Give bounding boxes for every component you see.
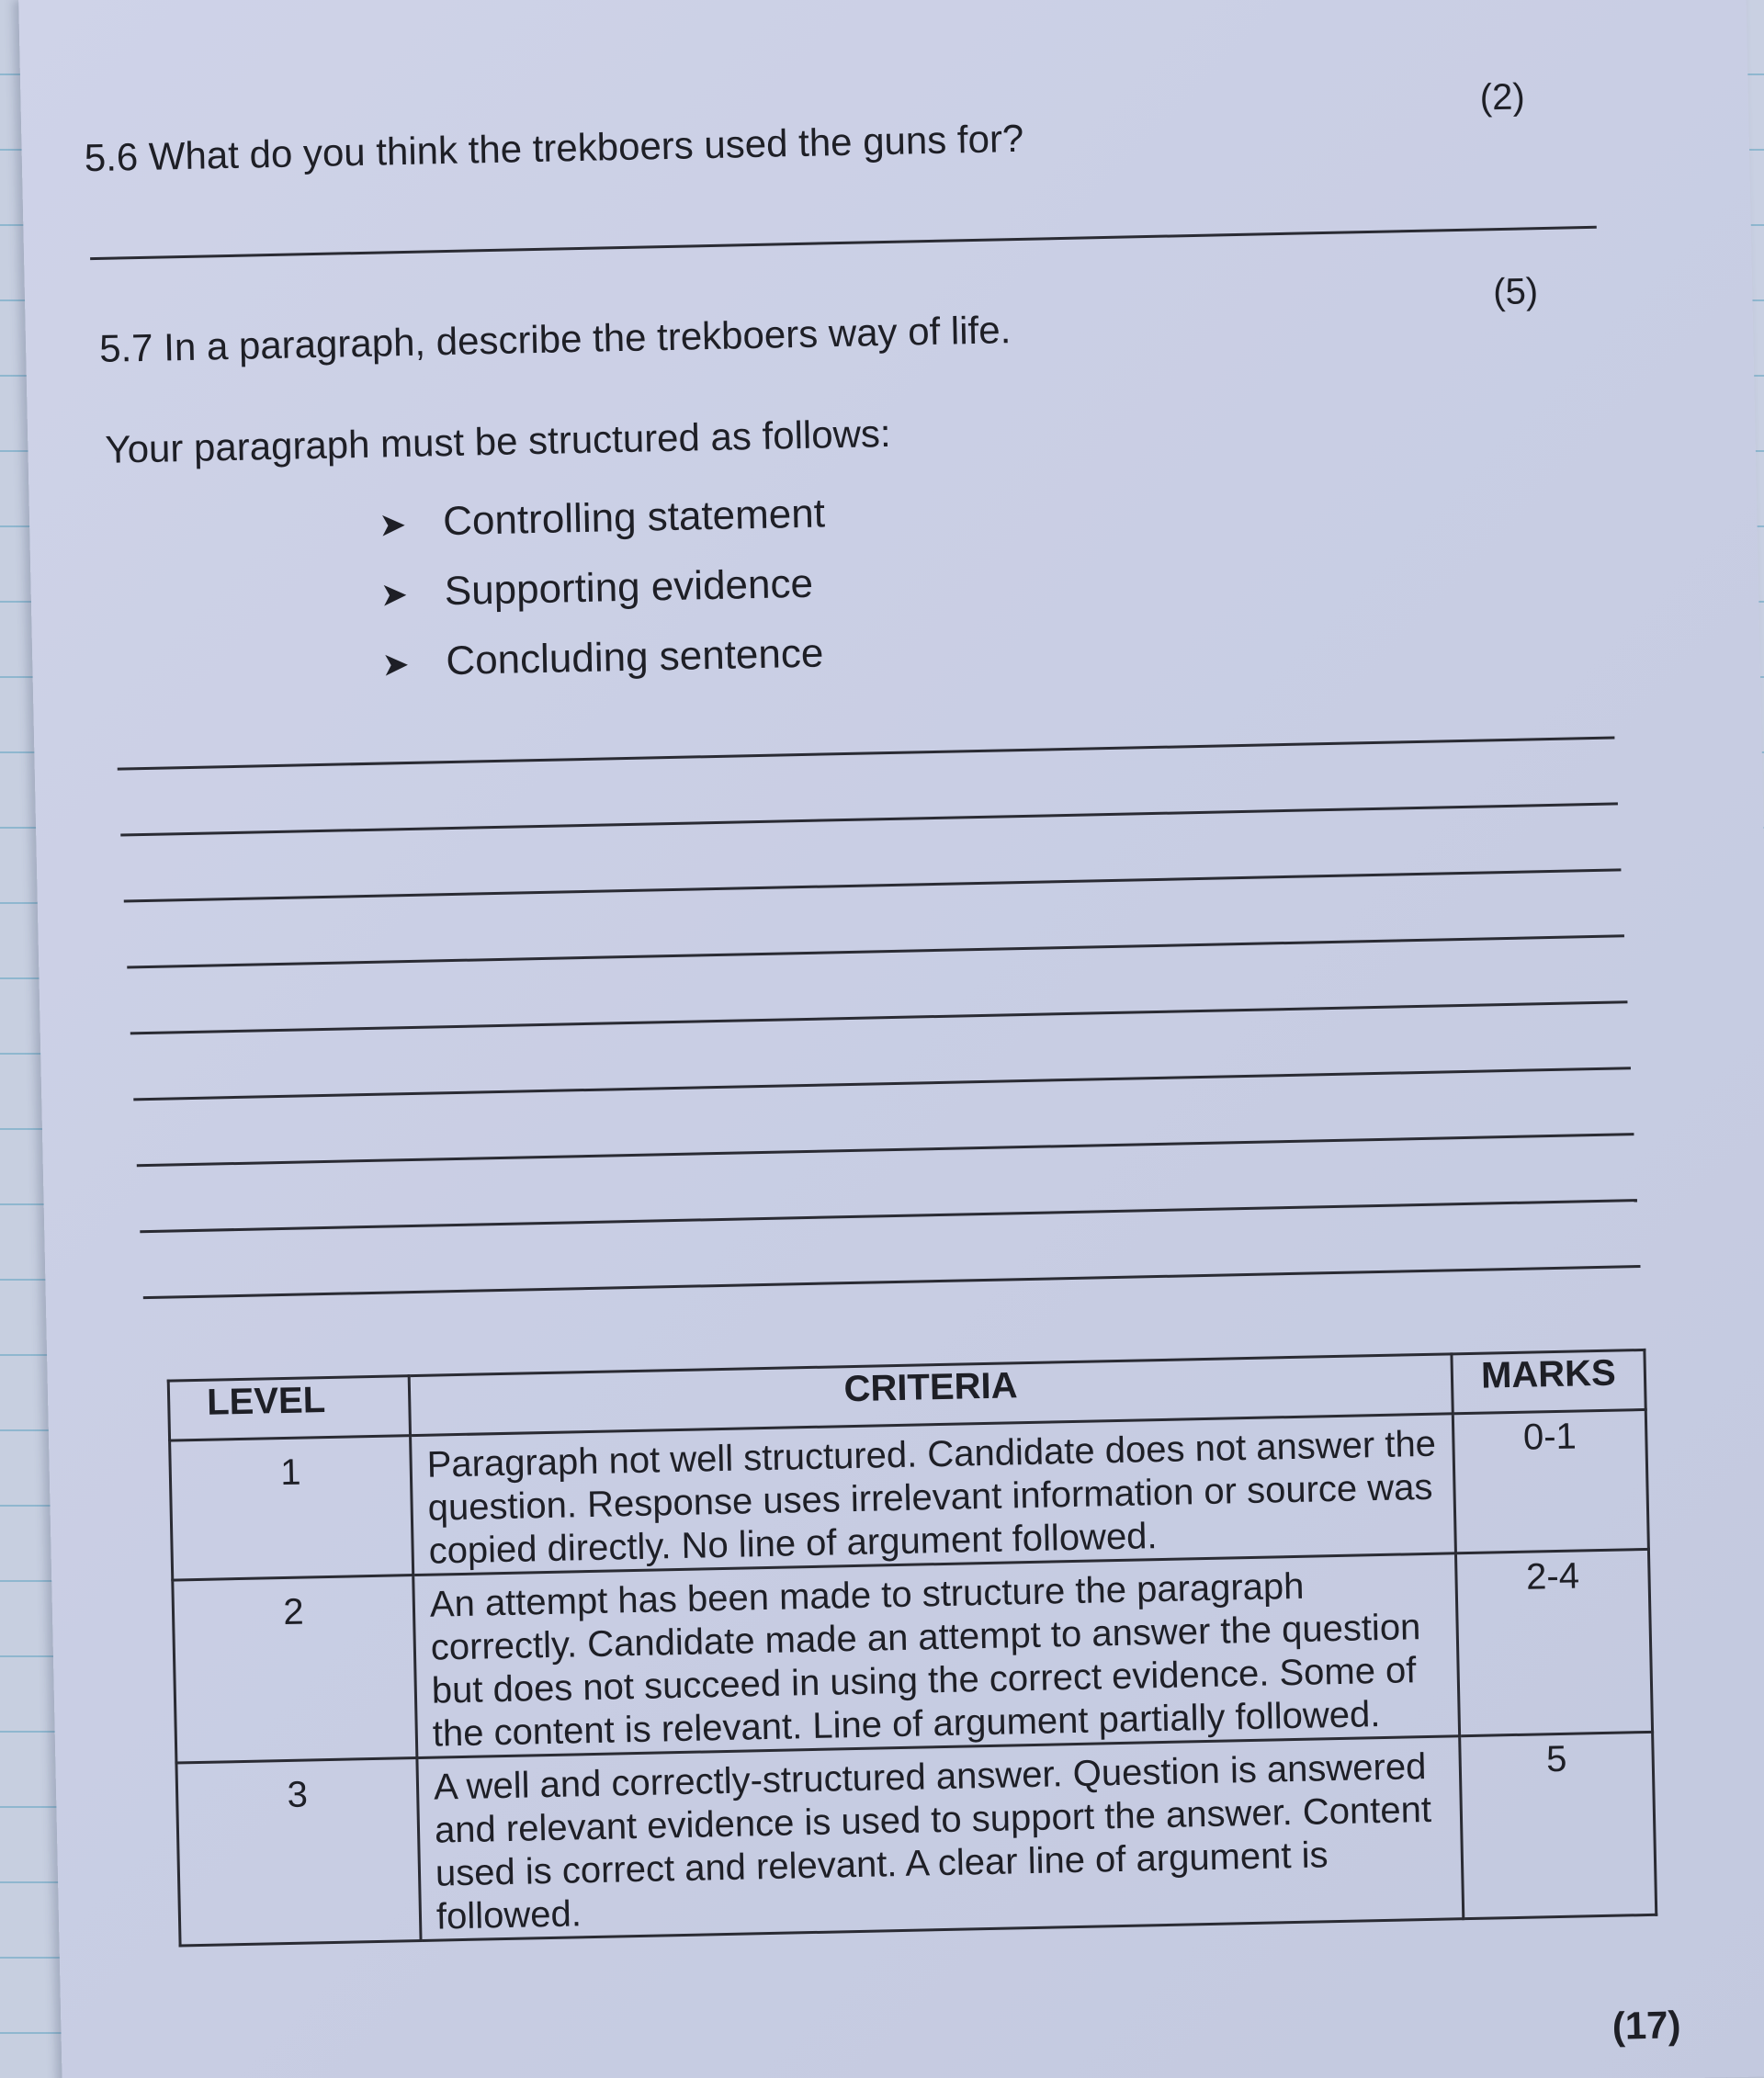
total-marks: (17) xyxy=(1611,2003,1681,2048)
question-5-6: 5.6 What do you think the trekboers used the guns for? xyxy=(84,116,1024,180)
bullet-label: Controlling statement xyxy=(442,491,826,545)
answer-line xyxy=(137,1133,1634,1167)
answer-line xyxy=(143,1265,1641,1299)
structure-intro: Your paragraph must be structured as follows: xyxy=(104,411,892,471)
bullet-item xyxy=(381,618,829,697)
question-5-6-marks: (2) xyxy=(1479,76,1526,119)
level-cell: 2 xyxy=(173,1575,417,1763)
answer-line-5-6 xyxy=(90,226,1597,260)
arrow-bullet-icon: ➤ xyxy=(379,575,409,614)
bullet-label: Concluding sentence xyxy=(445,630,824,684)
criteria-cell: A well and correctly-structured answer. Question is answered and relevant evidence is used to support the answer. Content used is correct and relevant. A clear line of argument is followed. xyxy=(417,1736,1464,1941)
question-5-7: 5.7 In a paragraph, describe the trekboers way of life. xyxy=(98,308,1012,370)
marks-cell: 5 xyxy=(1460,1732,1657,1918)
level-cell: 3 xyxy=(176,1758,421,1946)
bullet-item xyxy=(379,548,827,627)
header-marks: MARKS xyxy=(1452,1350,1645,1413)
marks-cell: 2-4 xyxy=(1455,1549,1652,1735)
rubric-row xyxy=(176,1732,1657,1946)
header-level: LEVEL xyxy=(168,1376,410,1440)
criteria-cell: Paragraph not well structured. Candidate does not answer the question. Response uses irrelevant information or source was copied directly. No line of argument followed. xyxy=(411,1414,1456,1575)
bullet-label: Supporting evidence xyxy=(444,560,814,615)
answer-line xyxy=(120,802,1618,836)
arrow-bullet-icon: ➤ xyxy=(378,505,407,544)
arrow-bullet-icon: ➤ xyxy=(381,645,411,683)
answer-line xyxy=(127,934,1624,968)
answer-line xyxy=(133,1067,1631,1101)
bullet-item xyxy=(378,479,825,558)
answer-line xyxy=(130,1000,1628,1034)
answer-line xyxy=(124,868,1622,902)
answer-line xyxy=(118,736,1615,770)
answer-line xyxy=(140,1199,1637,1233)
marks-cell: 0-1 xyxy=(1453,1409,1648,1553)
criteria-cell: An attempt has been made to structure the paragraph correctly. Candidate made an attempt to answer the question but does not succeed in using the correct evidence. Some of the content is relevant. Line of argument partially followed. xyxy=(413,1553,1460,1758)
worksheet-page xyxy=(18,0,1764,2078)
structure-bullet-list xyxy=(378,479,828,697)
question-5-7-marks: (5) xyxy=(1492,271,1539,313)
level-cell: 1 xyxy=(170,1436,413,1580)
rubric-row xyxy=(173,1549,1653,1763)
rubric-table xyxy=(167,1349,1658,1948)
header-criteria: CRITERIA xyxy=(409,1354,1453,1436)
